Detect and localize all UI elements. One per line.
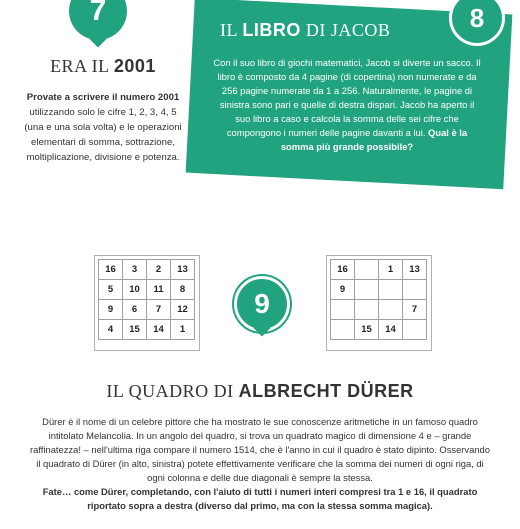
puzzle-7-text-bold: Provate a scrivere il numero 2001 [26,92,180,103]
grid-row [99,320,195,340]
grid-cell: 7 [403,300,427,320]
grid-cell: 11 [147,280,171,300]
grid-cell: 12 [171,300,195,320]
grid-cell: 2 [147,260,171,280]
grid-cell: 16 [331,260,355,280]
puzzle-7-title-prefix: ERA IL [50,56,114,76]
puzzle-8-question: Qual è la somma più grande possibile? [280,127,468,152]
grid-row [99,280,195,300]
incomplete-magic-square [330,259,427,340]
grid-cell [403,320,427,340]
puzzle-8-title [220,20,440,41]
puzzle-9-text [30,415,490,513]
grid-cell [355,280,379,300]
grid-cell: 16 [99,260,123,280]
grid-cell [355,300,379,320]
grid-cell [331,300,355,320]
grid-cell: 10 [123,280,147,300]
puzzle-9-badge [234,276,290,332]
puzzle-9-title-prefix: IL QUADRO DI [106,381,239,401]
grid-cell: 1 [379,260,403,280]
grid-cell: 9 [99,300,123,320]
grid-row [331,320,427,340]
grid-cell: 5 [99,280,123,300]
puzzle-8-title-prefix: IL [220,20,243,40]
puzzle-7-number: 7 [89,0,107,27]
puzzle-8-body: Con il suo libro di giochi matematici, Jacob si diverte un sacco. Il libro è composto da 4 pagine (di copertina) non numerate e da 256 pagine numerate da 1 a 256. Naturalmente, le pagine di sinistra sono pari e quelle di destra dispari. Jacob ha aperto il suo libro a caso e calcola la somma delle sei cifre che compongono i numeri delle pagine davanti a lui. [213,57,481,138]
puzzle-8-number: 8 [469,2,485,33]
puzzle-9-title-bold: ALBRECHT DÜRER [238,381,414,401]
grid-cell: 14 [379,320,403,340]
puzzle-7-text-rest: utilizzando solo le cifre 1, 2, 3, 4, 5 (una e una sola volta) e le operazioni elementari di somma, sottrazione, moltiplicazione, divisione e potenza. [24,107,182,163]
grid-cell: 1 [171,320,195,340]
puzzle-9-title [0,381,520,402]
grid-row [99,260,195,280]
puzzle-7-title-bold: 2001 [113,56,156,76]
grid-cell [379,300,403,320]
puzzle-9-body: Dürer è il nome di un celebre pittore che ha mostrato le sue conoscenze aritmetiche in un famoso quadro intitolato Melancolia. In un angolo del quadro, si trova un quadrato magico di dimensione 4 e – grande raffinatezza! – nell'ultima riga compare il numero 1514, che è l'anno in cui il quadro è stato dipinto. Osservando il quadrato di Dürer (in alto, sinistra) potete effettivamente verificare che la somma dei numeri di ogni riga, di ogni colonna e delle due diagonali è sempre la stessa. [30,416,490,483]
grid-cell [355,260,379,280]
puzzle-8-title-suffix: DI JACOB [300,20,391,40]
badge-tail [90,31,107,48]
grid-cell [379,280,403,300]
puzzle-7-text [20,90,186,165]
grid-cell: 6 [123,300,147,320]
durer-magic-square [98,259,195,340]
grid-row [99,300,195,320]
grid-cell: 13 [171,260,195,280]
badge-tail [254,320,271,337]
grid-cell: 3 [123,260,147,280]
puzzle-9-question: Fate… come Dürer, completando, con l'aiuto di tutti i numeri interi compresi tra 1 e 16, il quadrato riportato sopra a destra (diverso dal primo, ma con la stessa somma magica). [42,486,478,511]
puzzle-8-title-bold: LIBRO [242,20,301,40]
grid-cell: 8 [171,280,195,300]
grid-cell: 15 [355,320,379,340]
grid-cell [403,280,427,300]
grid-row [331,300,427,320]
grid-cell: 15 [123,320,147,340]
grid-cell [331,320,355,340]
puzzle-8-text [212,56,482,154]
grid-cell: 7 [147,300,171,320]
puzzle-7-badge [69,0,127,40]
puzzle-9-number: 9 [254,288,270,319]
puzzle-7-title [44,56,162,77]
grid-row [331,260,427,280]
grid-cell: 9 [331,280,355,300]
grid-cell: 4 [99,320,123,340]
puzzle-8-content [200,10,498,180]
grid-cell: 13 [403,260,427,280]
grid-cell: 14 [147,320,171,340]
grid-row [331,280,427,300]
